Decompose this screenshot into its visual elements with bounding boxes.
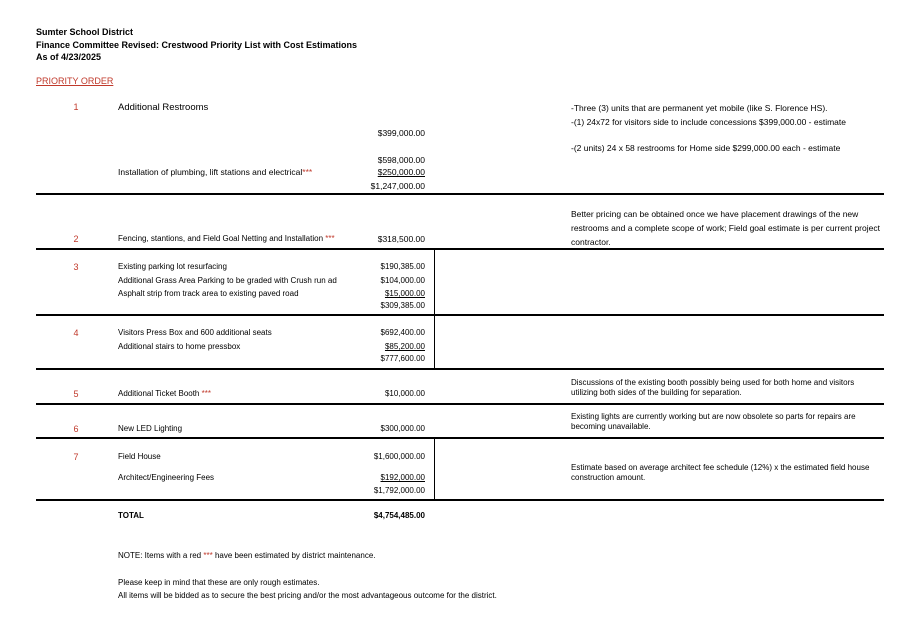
item-label: Additional stairs to home pressbox — [118, 342, 241, 351]
item-note: Existing lights are currently working but are now obsolete so parts for repairs are becoming unavailable. — [571, 412, 856, 431]
section-divider — [36, 499, 884, 501]
item-label: New LED Lighting — [118, 424, 183, 433]
item-amount: $250,000.00 — [377, 167, 425, 177]
item-label-text: Fencing, stantions, and Field Goal Netting and Installation — [118, 234, 324, 243]
footer-note-text: have been estimated by district maintenance. — [214, 551, 376, 560]
as-of-date: As of 4/23/2025 — [36, 52, 102, 62]
item-label: Field House — [118, 452, 161, 461]
column-divider — [434, 248, 435, 314]
item-amount: $10,000.00 — [384, 389, 425, 398]
priority-number: 3 — [73, 262, 79, 272]
item-amount: $104,000.00 — [380, 276, 425, 285]
maintenance-marker: *** — [201, 389, 211, 398]
item-amount: $1,600,000.00 — [373, 452, 425, 461]
section-divider — [36, 193, 884, 195]
section-divider — [36, 437, 884, 439]
item-label: Additional Restrooms — [118, 102, 209, 113]
item-subtotal: $1,792,000.00 — [373, 486, 425, 495]
maintenance-marker: *** — [203, 551, 213, 560]
item-note: -Three (3) units that are permanent yet mobile (like S. Florence HS). — [571, 103, 828, 113]
priority-number: 1 — [73, 102, 79, 112]
section-divider — [36, 314, 884, 316]
item-label: Existing parking lot resurfacing — [118, 262, 227, 271]
priority-order-label: PRIORITY ORDER — [36, 76, 114, 86]
item-label-text: Additional Ticket Booth — [118, 389, 200, 398]
item-label: Additional Grass Area Parking to be graded with Crush run ad — [118, 276, 337, 285]
item-label-text: Installation of plumbing, lift stations and electrical — [118, 167, 303, 177]
section-divider — [36, 368, 884, 370]
column-divider — [434, 314, 435, 368]
item-amount: $598,000.00 — [377, 155, 425, 165]
document-title: Finance Committee Revised: Crestwood Priority List with Cost Estimations — [36, 40, 358, 50]
section-divider — [36, 248, 884, 250]
footer-disclaimer: All items will be bidded as to secure the best pricing and/or the most advantageous outcome for the district. — [118, 591, 497, 600]
item-subtotal: $777,600.00 — [380, 354, 425, 363]
total-label: TOTAL — [118, 511, 144, 520]
item-amount: $192,000.00 — [380, 473, 425, 482]
district-name: Sumter School District — [36, 27, 134, 37]
item-amount: $190,385.00 — [380, 262, 425, 271]
column-divider — [434, 437, 435, 499]
item-label — [118, 234, 335, 243]
item-amount: $85,200.00 — [384, 342, 425, 351]
item-note: -(2 units) 24 x 58 restrooms for Home side $299,000.00 each - estimate — [571, 143, 841, 153]
item-label — [118, 389, 211, 398]
item-label: Architect/Engineering Fees — [118, 473, 215, 482]
item-amount: $399,000.00 — [377, 128, 425, 138]
section-divider — [36, 403, 884, 405]
footer-note — [118, 551, 376, 560]
item-subtotal: $1,247,000.00 — [370, 181, 425, 191]
priority-number: 4 — [73, 328, 79, 338]
item-amount: $692,400.00 — [380, 328, 425, 337]
maintenance-marker: *** — [325, 234, 335, 243]
item-subtotal: $309,385.00 — [380, 301, 425, 310]
item-note: Estimate based on average architect fee schedule (12%) x the estimated field house construction amount. — [571, 463, 870, 482]
total-amount: $4,754,485.00 — [373, 511, 425, 520]
footer-note-text: NOTE: Items with a red — [118, 551, 202, 560]
priority-number: 6 — [73, 424, 79, 434]
priority-number: 5 — [73, 389, 79, 399]
item-note: Discussions of the existing booth possibly being used for both home and visitors utilizing both sides of the building for separation. — [571, 378, 855, 397]
item-note: Better pricing can be obtained once we have placement drawings of the new restrooms and a complete scope of work; Field goal estimate is per current project contractor. — [571, 209, 880, 247]
priority-number: 2 — [73, 234, 79, 244]
item-note: -(1) 24x72 for visitors side to include concessions $399,000.00 - estimate — [571, 117, 846, 127]
item-label: Asphalt strip from track area to existing paved road — [118, 289, 299, 298]
item-label — [118, 167, 312, 177]
footer-disclaimer: Please keep in mind that these are only rough estimates. — [118, 578, 320, 587]
priority-number: 7 — [73, 452, 79, 462]
item-amount: $318,500.00 — [377, 234, 425, 244]
maintenance-marker: *** — [302, 167, 313, 177]
item-amount: $300,000.00 — [380, 424, 425, 433]
item-label: Visitors Press Box and 600 additional seats — [118, 328, 272, 337]
item-amount: $15,000.00 — [384, 289, 425, 298]
